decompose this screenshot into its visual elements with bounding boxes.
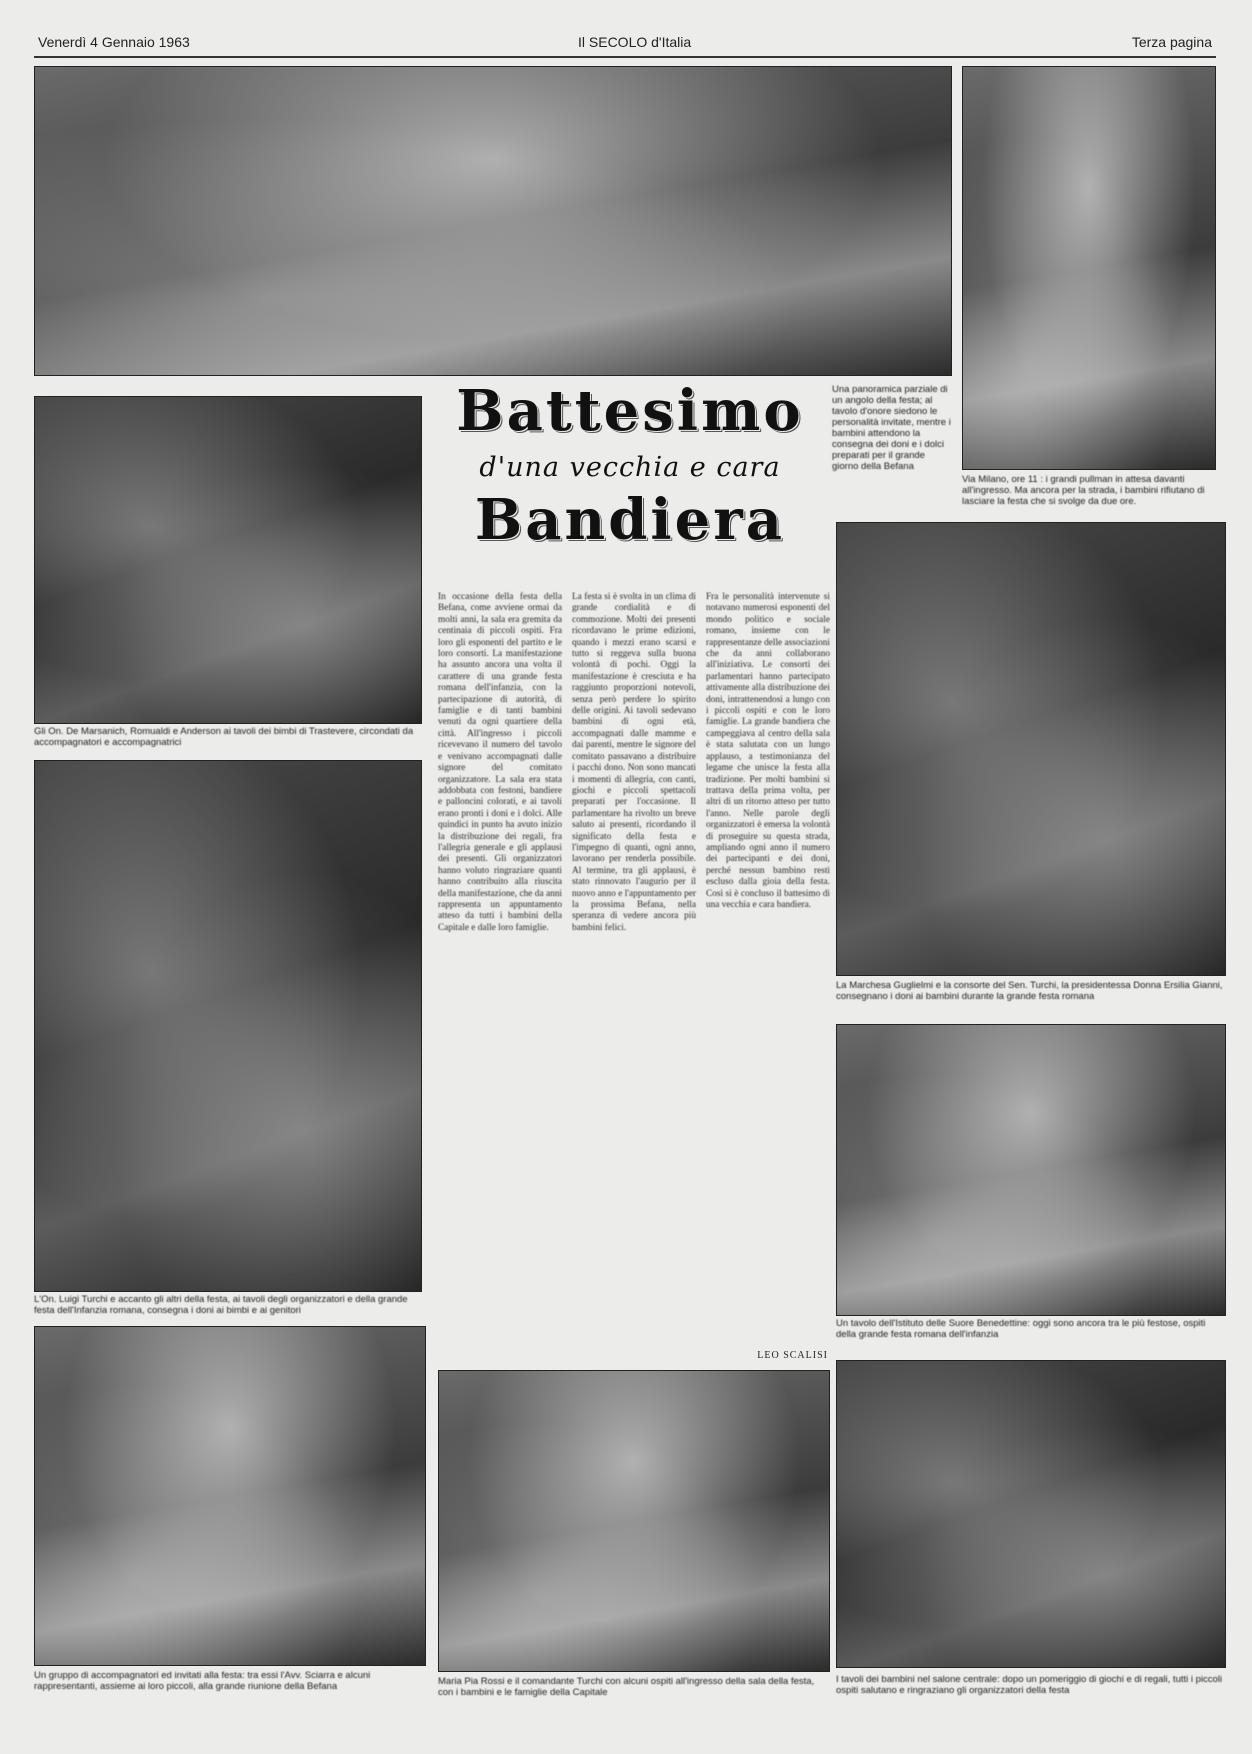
photo-banquet-hall (34, 66, 952, 376)
caption-marchesa-gifts: La Marchesa Guglielmi e la consorte del Sen. Turchi, la presidentessa Donna Ersilia Gianni, consegnano i doni ai bambini durante la grande festa romana (836, 980, 1223, 1002)
article-signature: LEO SCALISI (757, 1350, 828, 1361)
article-text-2: La festa si è svolta in un clima di grande cordialità e di commozione. Molti dei presenti ricordavano le prime edizioni, quando i mezzi erano scarsi e tutto si reggeva sulla buona volontà di pochi. Oggi la manifestazione è cresciuta e ha raggiunto proporzioni notevoli, senza però perdere lo spirito delle origini. Ai tavoli sedevano bambini di ogni età, accompagnati dalle mamme e dai parenti, mentre le signore del comitato passavano a distribuire i pacchi dono. Non sono mancati i momenti di allegria, con canti, giochi e piccoli spettacoli preparati per l'occasione. Il parlamentare ha rivolto un breve saluto ai presenti, ricordando il significato della festa e l'impegno di quanti, ogni anno, lavorano per renderla possibile. Al termine, tra gli applausi, è stato rinnovato l'augurio per il nuovo anno e l'appuntamento per la prossima Befana, nella speranza di vedere ancora più bambini felici. (572, 592, 696, 933)
header-page-label: Terza pagina (1131, 34, 1212, 50)
caption-guests-entrance: Maria Pia Rossi e il comandante Turchi con alcuni ospiti all'ingresso della sala della festa, con i bambini e le famiglie della Capitale (438, 1676, 815, 1698)
photo-group-guests (34, 1326, 426, 1666)
caption-nuns-table: Un tavolo dell'Istituto delle Suore Benedettine: oggi sono ancora tra le più festose, ospiti della grande festa romana dell'infanzia (836, 1318, 1206, 1340)
photo-guests-entrance (438, 1370, 830, 1672)
photo-gift-distribution (34, 760, 422, 1292)
header-paper-name: Il SECOLO d'Italia (578, 34, 692, 50)
headline-block (440, 380, 820, 551)
article-text-1: In occasione della festa della Befana, come avviene ormai da molti anni, la sala era gremita da centinaia di piccoli ospiti. Fra loro gli esponenti del partito e le loro consorti. La manifestazione ha assunto ancora una volta il carattere di una grande festa romana dell'infanzia, con la partecipazione di autorità, di famiglie e di tanti bambini venuti da ogni quartiere della città. All'ingresso i piccoli ricevevano il numero del tavolo e venivano accompagnati dalle signore del comitato organizzatore. La sala era stata addobbata con festoni, bandiere e palloncini colorati, e ai tavoli erano pronti i doni e i dolci. Alle quindici in punto ha avuto inizio la distribuzione dei regali, fra l'allegria generale e gli applausi dei presenti. Gli organizzatori hanno voluto ringraziare quanti hanno contribuito alla riuscita della manifestazione, che da anni rappresenta un appuntamento atteso da tutti i bambini della Capitale e dalle loro famiglie. (438, 592, 562, 933)
header-rule (34, 56, 1216, 58)
header-date: Venerdì 4 Gennaio 1963 (38, 34, 190, 50)
article-body (438, 592, 830, 1348)
photo-nuns-table (836, 1024, 1226, 1316)
caption-children-tables: I tavoli dei bambini nel salone centrale: dopo un pomeriggio di giochi e di regali, tutti i piccoli ospiti salutano e ringraziano gli organizzatori della festa (836, 1674, 1223, 1696)
caption-panoramic: Una panoramica parziale di un angolo della festa; al tavolo d'onore siedono le personalità invitate, mentre i bambini attendono la consegna dei doni e i dolci preparati per il grande giorno della Befana (832, 384, 951, 472)
caption-gift-distribution: L'On. Luigi Turchi e accanto gli altri della festa, ai tavoli degli organizzatori e della grande festa dell'Infanzia romana, consegna i doni ai bimbi e ai genitori (34, 1294, 408, 1316)
photo-children-tables (836, 1360, 1226, 1668)
photo-street-buses (962, 66, 1216, 470)
article-column-1 (438, 592, 562, 1342)
photo-politicians-table (34, 396, 422, 724)
headline-word-battesimo: Battesimo (456, 378, 804, 444)
article-column-3 (706, 592, 830, 1342)
article-text-3: Fra le personalità intervenute si notavano numerosi esponenti del mondo politico e sociale romano, insieme con le rappresentanze delle associazioni che da anni collaborano all'iniziativa. Le consorti dei parlamentari hanno partecipato attivamente alla distribuzione dei doni, intrattenendosi a lungo con i piccoli ospiti e con le loro famiglie. La grande bandiera che campeggiava al centro della sala è stata salutata con un lungo applauso, a testimonianza del legame che unisce la festa alla tradizione. Per molti bambini si trattava della prima volta, per altri di un ritorno atteso per tutto l'anno. Nelle parole degli organizzatori è emersa la volontà di proseguire su questa strada, ampliando ogni anno il numero dei partecipanti e dei doni, perché nessun bambino resti escluso dalla gioia della festa. Così si è concluso il battesimo di una vecchia e cara bandiera. (706, 592, 830, 910)
caption-politicians-table: Gli On. De Marsanich, Romualdi e Anderson ai tavoli dei bimbi di Trastevere, circondati da accompagnatori e accompagnatrici (34, 726, 414, 748)
article-column-2 (572, 592, 696, 1342)
caption-group-guests: Un gruppo di accompagnatori ed invitati alla festa: tra essi l'Avv. Sciarra e alcuni rappresentanti, assieme ai loro piccoli, alla grande riunione della Befana (34, 1670, 371, 1692)
photo-marchesa-gifts (836, 522, 1226, 976)
headline-subline: d'una vecchia e cara (479, 452, 781, 483)
caption-street-buses: Via Milano, ore 11 : i grandi pullman in attesa davanti all'ingresso. Ma ancora per la strada, i bambini rifiutano di lasciare la festa che si svolge da due ore. (962, 474, 1205, 507)
page-header (38, 34, 1212, 56)
headline-word-bandiera: Bandiera (474, 487, 786, 553)
